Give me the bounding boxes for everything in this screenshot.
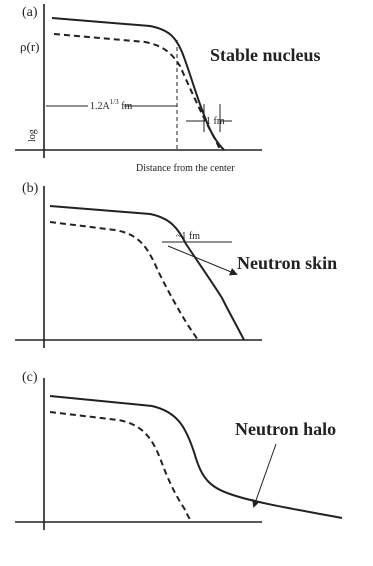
panel-a-radius-unit: fm xyxy=(118,101,133,112)
panel-b-tag: (b) xyxy=(22,181,39,196)
panel-c-halo-arrow xyxy=(254,444,276,506)
panel-b-title: Neutron skin xyxy=(237,253,338,273)
panel-c-title: Neutron halo xyxy=(235,419,337,439)
panel-a-density-label: ρ(r) xyxy=(20,39,40,54)
panel-c xyxy=(15,370,342,530)
panel-a-radius-label xyxy=(90,98,133,112)
panel-a-log-label: log xyxy=(27,129,38,142)
panel-a-tag: (a) xyxy=(22,5,38,20)
panel-c-tag: (c) xyxy=(22,370,38,385)
panel-b-skin-arrow xyxy=(168,246,236,274)
panel-a-surface-label: 1 fm xyxy=(206,116,225,127)
panel-a xyxy=(15,4,321,174)
panel-c-dashed-curve xyxy=(50,412,192,522)
panel-a-title: Stable nucleus xyxy=(210,45,321,65)
panel-c-solid-curve xyxy=(50,396,342,518)
panel-a-radius-exponent: 1/3 xyxy=(109,98,119,106)
panel-a-radius-base: 1.2A xyxy=(90,101,110,112)
panel-b-skin-label: ~1 fm xyxy=(176,231,201,242)
panel-a-solid-curve xyxy=(52,18,224,150)
panel-b xyxy=(15,181,337,348)
panel-a-x-label: Distance from the center xyxy=(136,163,235,174)
panel-b-solid-curve xyxy=(50,206,244,340)
